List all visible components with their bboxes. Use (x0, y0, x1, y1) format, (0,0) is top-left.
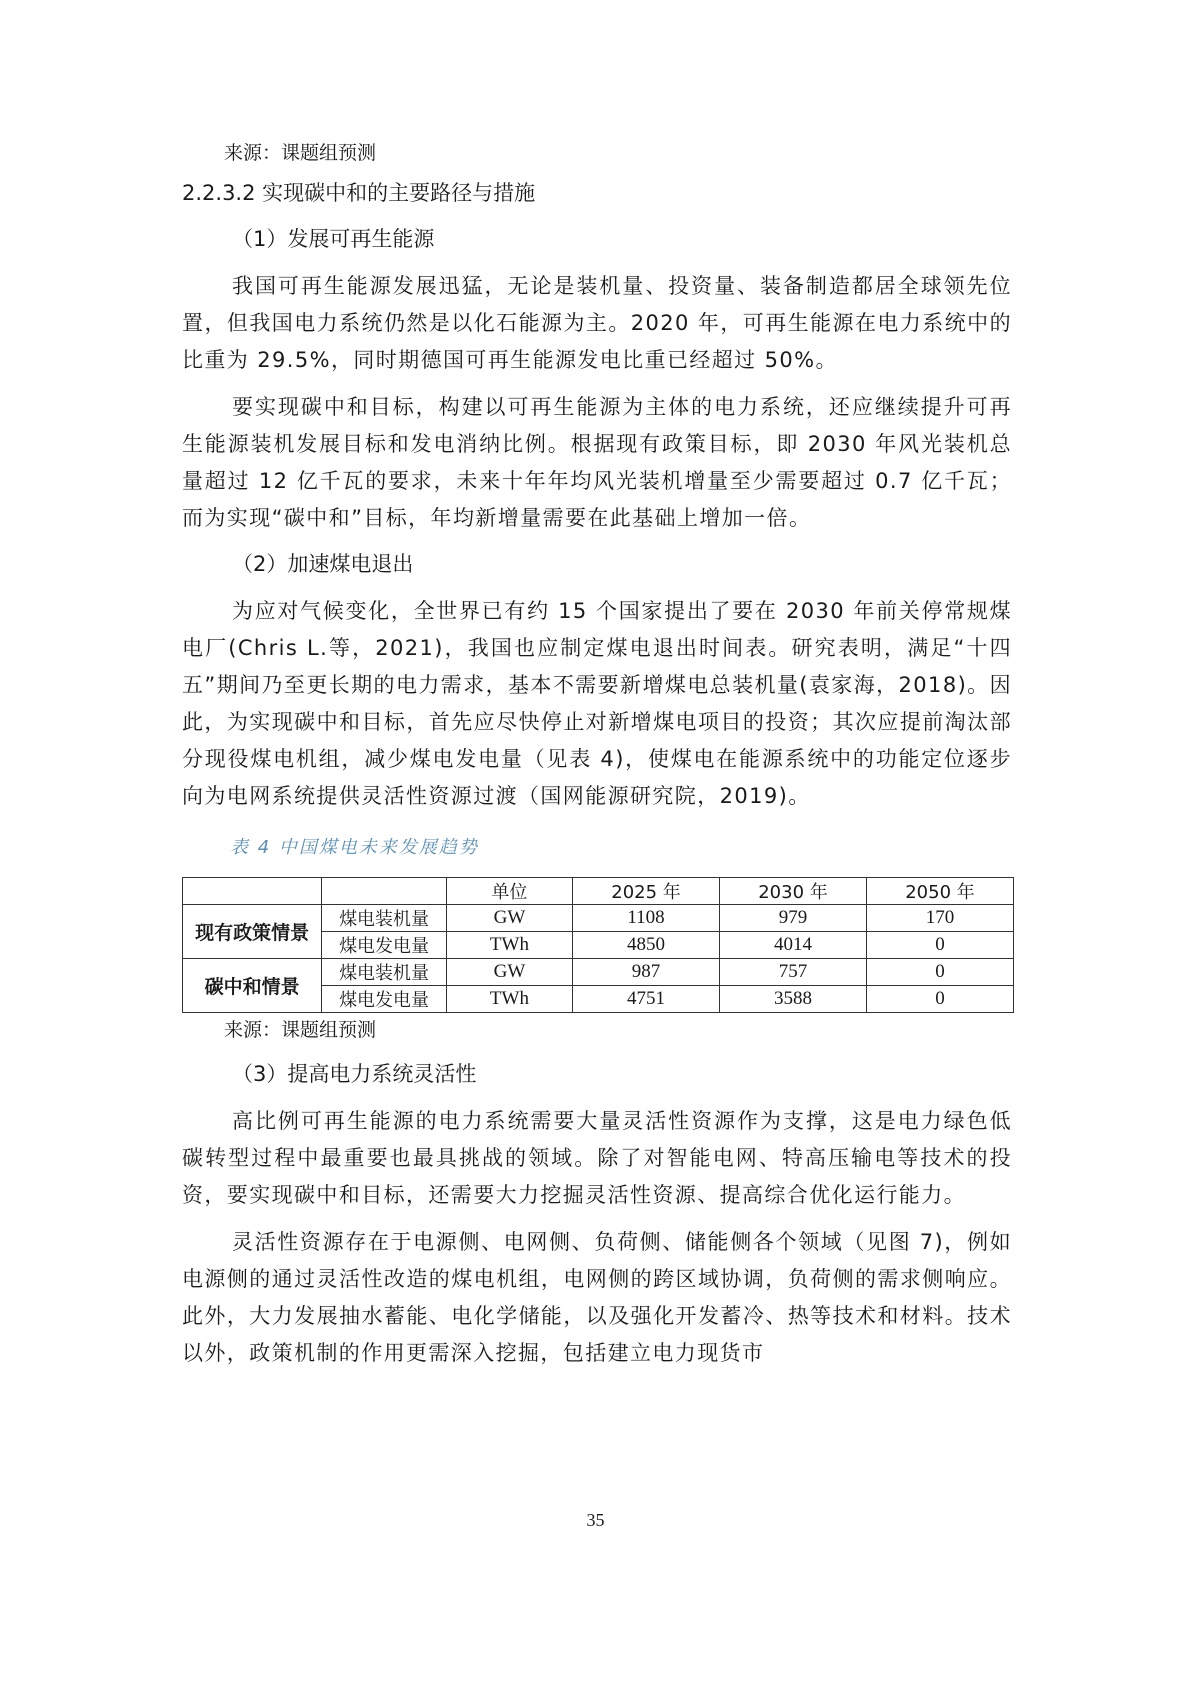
scenario-cell: 碳中和情景 (183, 959, 322, 1013)
value-cell: 4014 (720, 932, 867, 959)
page-content (182, 138, 1012, 1382)
coal-power-trend-table (182, 877, 1014, 1013)
table-header-cell (322, 878, 447, 905)
table-source-note: 来源：课题组预测 (224, 1019, 377, 1041)
paragraph-coal-exit: 为应对气候变化，全世界已有约 15 个国家提出了要在 2030 年前关停常规煤电厂(Chris L.等，2021)，我国也应制定煤电退出时间表。研究表明，满足“十四五”期间乃至更长期的电力需求，基本不需要新增煤电总装机量(袁家海，2018)。因此，为实现碳中和目标，首先应尽快停止对新增煤电项目的投资；其次应提前淘汰部分现役煤电机组，减少煤电发电量（见表 4)，使煤电在能源系统中的功能定位逐步向为电网系统提供灵活性资源过渡（国网能源研究院，2019)。 (182, 599, 1012, 808)
value-cell: 979 (720, 905, 867, 932)
value-cell: 3588 (720, 986, 867, 1013)
metric-cell: 煤电发电量 (322, 986, 447, 1013)
paragraph-renewables-1: 我国可再生能源发展迅猛，无论是装机量、投资量、装备制造都居全球领先位置，但我国电力系统仍然是以化石能源为主。2020 年，可再生能源在电力系统中的比重为 29.5%，同时期德国可再生能源发电比重已经超过 50%。 (182, 274, 1012, 372)
value-cell: 4850 (573, 932, 720, 959)
subheading-flexibility: （3）提高电力系统灵活性 (232, 1062, 477, 1086)
value-cell: 987 (573, 959, 720, 986)
value-cell: 1108 (573, 905, 720, 932)
value-cell: 4751 (573, 986, 720, 1013)
unit-cell: GW (446, 959, 572, 986)
metric-cell: 煤电发电量 (322, 932, 447, 959)
value-cell: 170 (867, 905, 1014, 932)
metric-cell: 煤电装机量 (322, 959, 447, 986)
value-cell: 757 (720, 959, 867, 986)
paragraph-renewables-2: 要实现碳中和目标，构建以可再生能源为主体的电力系统，还应继续提升可再生能源装机发展目标和发电消纳比例。根据现有政策目标，即 2030 年风光装机总量超过 12 亿千瓦的要求，未来十年年均风光装机增量至少需要超过 0.7 亿千瓦；而为实现“碳中和”目标，年均新增量需要在此基础上增加一倍。 (182, 395, 1012, 530)
paragraph-flexibility-2: 灵活性资源存在于电源侧、电网侧、负荷侧、储能侧各个领域（见图 7)，例如电源侧的通过灵活性改造的煤电机组，电网侧的跨区域协调，负荷侧的需求侧响应。此外，大力发展抽水蓄能、电化学储能，以及强化开发蓄冷、热等技术和材料。技术以外，政策机制的作用更需深入挖掘，包括建立电力现货市 (182, 1230, 1012, 1365)
metric-cell: 煤电装机量 (322, 905, 447, 932)
table-header-row (183, 878, 1014, 905)
table-header-cell: 单位 (446, 878, 572, 905)
unit-cell: GW (446, 905, 572, 932)
unit-cell: TWh (446, 986, 572, 1013)
value-cell: 0 (867, 986, 1014, 1013)
table-header-cell (183, 878, 322, 905)
table-header-cell: 2050 年 (867, 878, 1014, 905)
table-caption: 表 4 中国煤电未来发展趋势 (230, 837, 479, 858)
top-source-note: 来源：课题组预测 (224, 142, 377, 164)
table-header-cell: 2030 年 (720, 878, 867, 905)
unit-cell: TWh (446, 932, 572, 959)
table-row (183, 959, 1014, 986)
table-row (183, 905, 1014, 932)
table-header-cell: 2025 年 (573, 878, 720, 905)
value-cell: 0 (867, 959, 1014, 986)
value-cell: 0 (867, 932, 1014, 959)
paragraph-flexibility-1: 高比例可再生能源的电力系统需要大量灵活性资源作为支撑，这是电力绿色低碳转型过程中最重要也最具挑战的领域。除了对智能电网、特高压输电等技术的投资，要实现碳中和目标，还需要大力挖掘灵活性资源、提高综合优化运行能力。 (182, 1109, 1012, 1207)
page-number: 35 (586, 1510, 605, 1530)
subheading-coal-exit: （2）加速煤电退出 (232, 552, 414, 576)
section-heading: 2.2.3.2 实现碳中和的主要路径与措施 (182, 181, 536, 205)
scenario-cell: 现有政策情景 (183, 905, 322, 959)
subheading-renewables: （1）发展可再生能源 (232, 227, 435, 251)
